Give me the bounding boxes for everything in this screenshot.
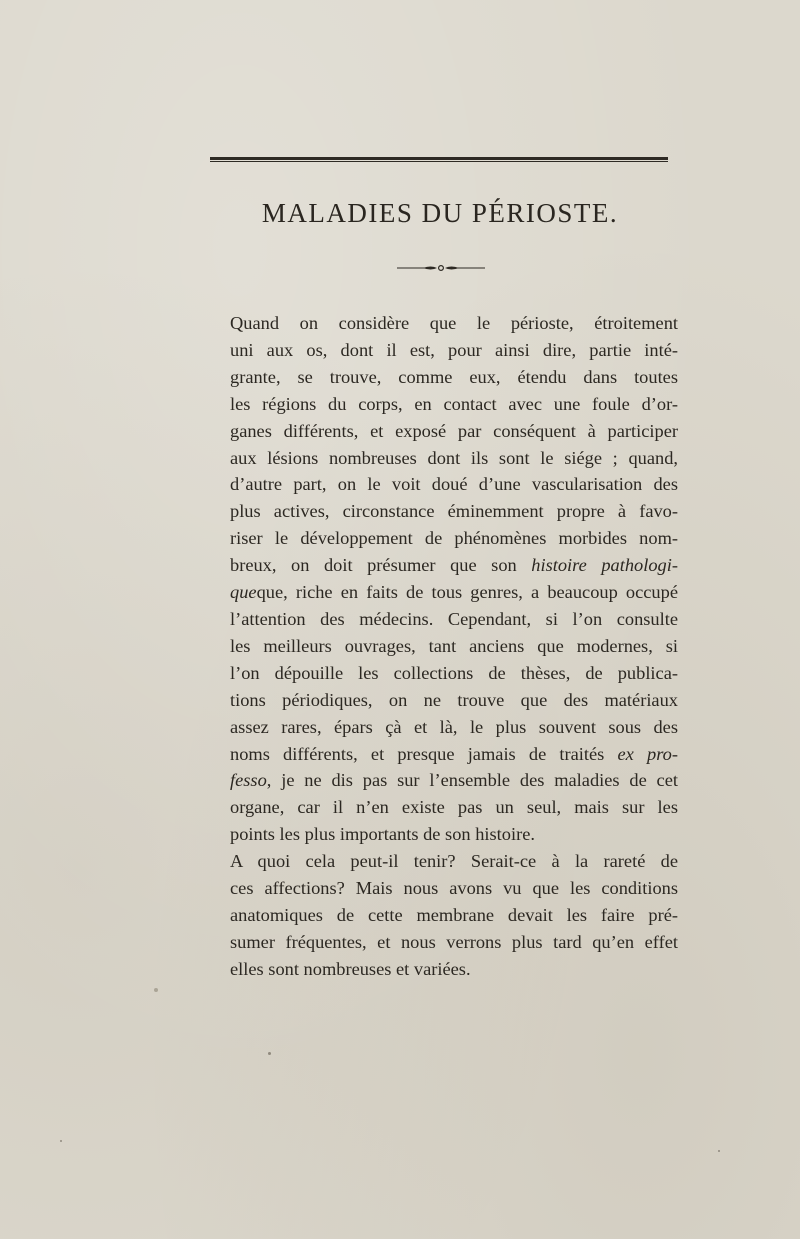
text-fragment: breux, on doit présumer que son [230,555,517,576]
text-line: assez rares, épars çà et là, le plus souvent sous des [230,716,678,737]
text-line: l’on dépouille les collections de thèses, de publica- [230,662,678,683]
italic-term: histoire pathologi- [531,555,678,576]
text-line: sumer fréquentes, et nous verrons plus tard qu’en effet [230,931,678,952]
text-line: l’attention des médecins. Cependant, si l’on consulte [230,608,678,629]
text-line: d’autre part, on le voit doué d’une vascularisation des [230,474,678,495]
chapter-title: MALADIES DU PÉRIOSTE. [261,198,619,228]
text-line: A quoi cela peut-il tenir? Serait-ce à la rareté de [230,851,678,872]
text-line-mixed [214,767,678,794]
text-line-mixed [214,741,678,768]
text-line-mixed [214,579,678,606]
paper-speck [60,1140,62,1142]
text-fragment: noms différents, et presque jamais de traités [230,743,605,764]
text-line: ganes différents, et exposé par conséquent à participer [230,420,678,441]
text-line: tions périodiques, on ne trouve que des matériaux [230,689,678,710]
text-line: points les plus importants de son histoire. [230,824,535,845]
italic-term: ex pro- [617,743,678,764]
text-line: plus actives, circonstance éminemment propre à favo- [230,501,678,522]
text-line: grante, se trouve, comme eux, étendu dans toutes [230,366,678,387]
text-line: les meilleurs ouvrages, tant anciens que modernes, si [230,635,678,656]
paragraph-2 [214,848,678,983]
text-line: uni aux os, dont il est, pour ainsi dire, partie inté- [230,339,678,360]
body-text [214,310,678,983]
text-line: aux lésions nombreuses dont ils sont le siége ; quand, [230,447,678,468]
paper-speck [154,988,158,992]
paragraph-1 [214,310,678,848]
paper-speck [718,1150,720,1152]
header-rule [210,157,668,162]
italic-term: fesso [230,770,267,791]
text-line: Quand on considère que le périoste, étroitement [230,313,678,333]
text-line: elles sont nombreuses et variées. [230,958,471,979]
text-line: organe, car il n’en existe pas un seul, mais sur les [230,797,678,818]
ornament-divider [395,262,487,274]
text-line: anatomiques de cette membrane devait les faire pré- [230,904,678,925]
paper-speck [268,1052,271,1055]
text-line: ces affections? Mais nous avons vu que les conditions [230,878,678,899]
text-fragment: , je ne dis pas sur l’ensemble des maladies de cet [266,770,678,791]
text-fragment: que, riche en faits de tous genres, a beaucoup occupé [256,582,678,603]
text-line-mixed [214,552,678,579]
italic-fragment: que [230,582,257,603]
text-line: riser le développement de phénomènes morbides nom- [230,528,678,549]
text-line: les régions du corps, en contact avec une foule d’or- [230,393,678,414]
